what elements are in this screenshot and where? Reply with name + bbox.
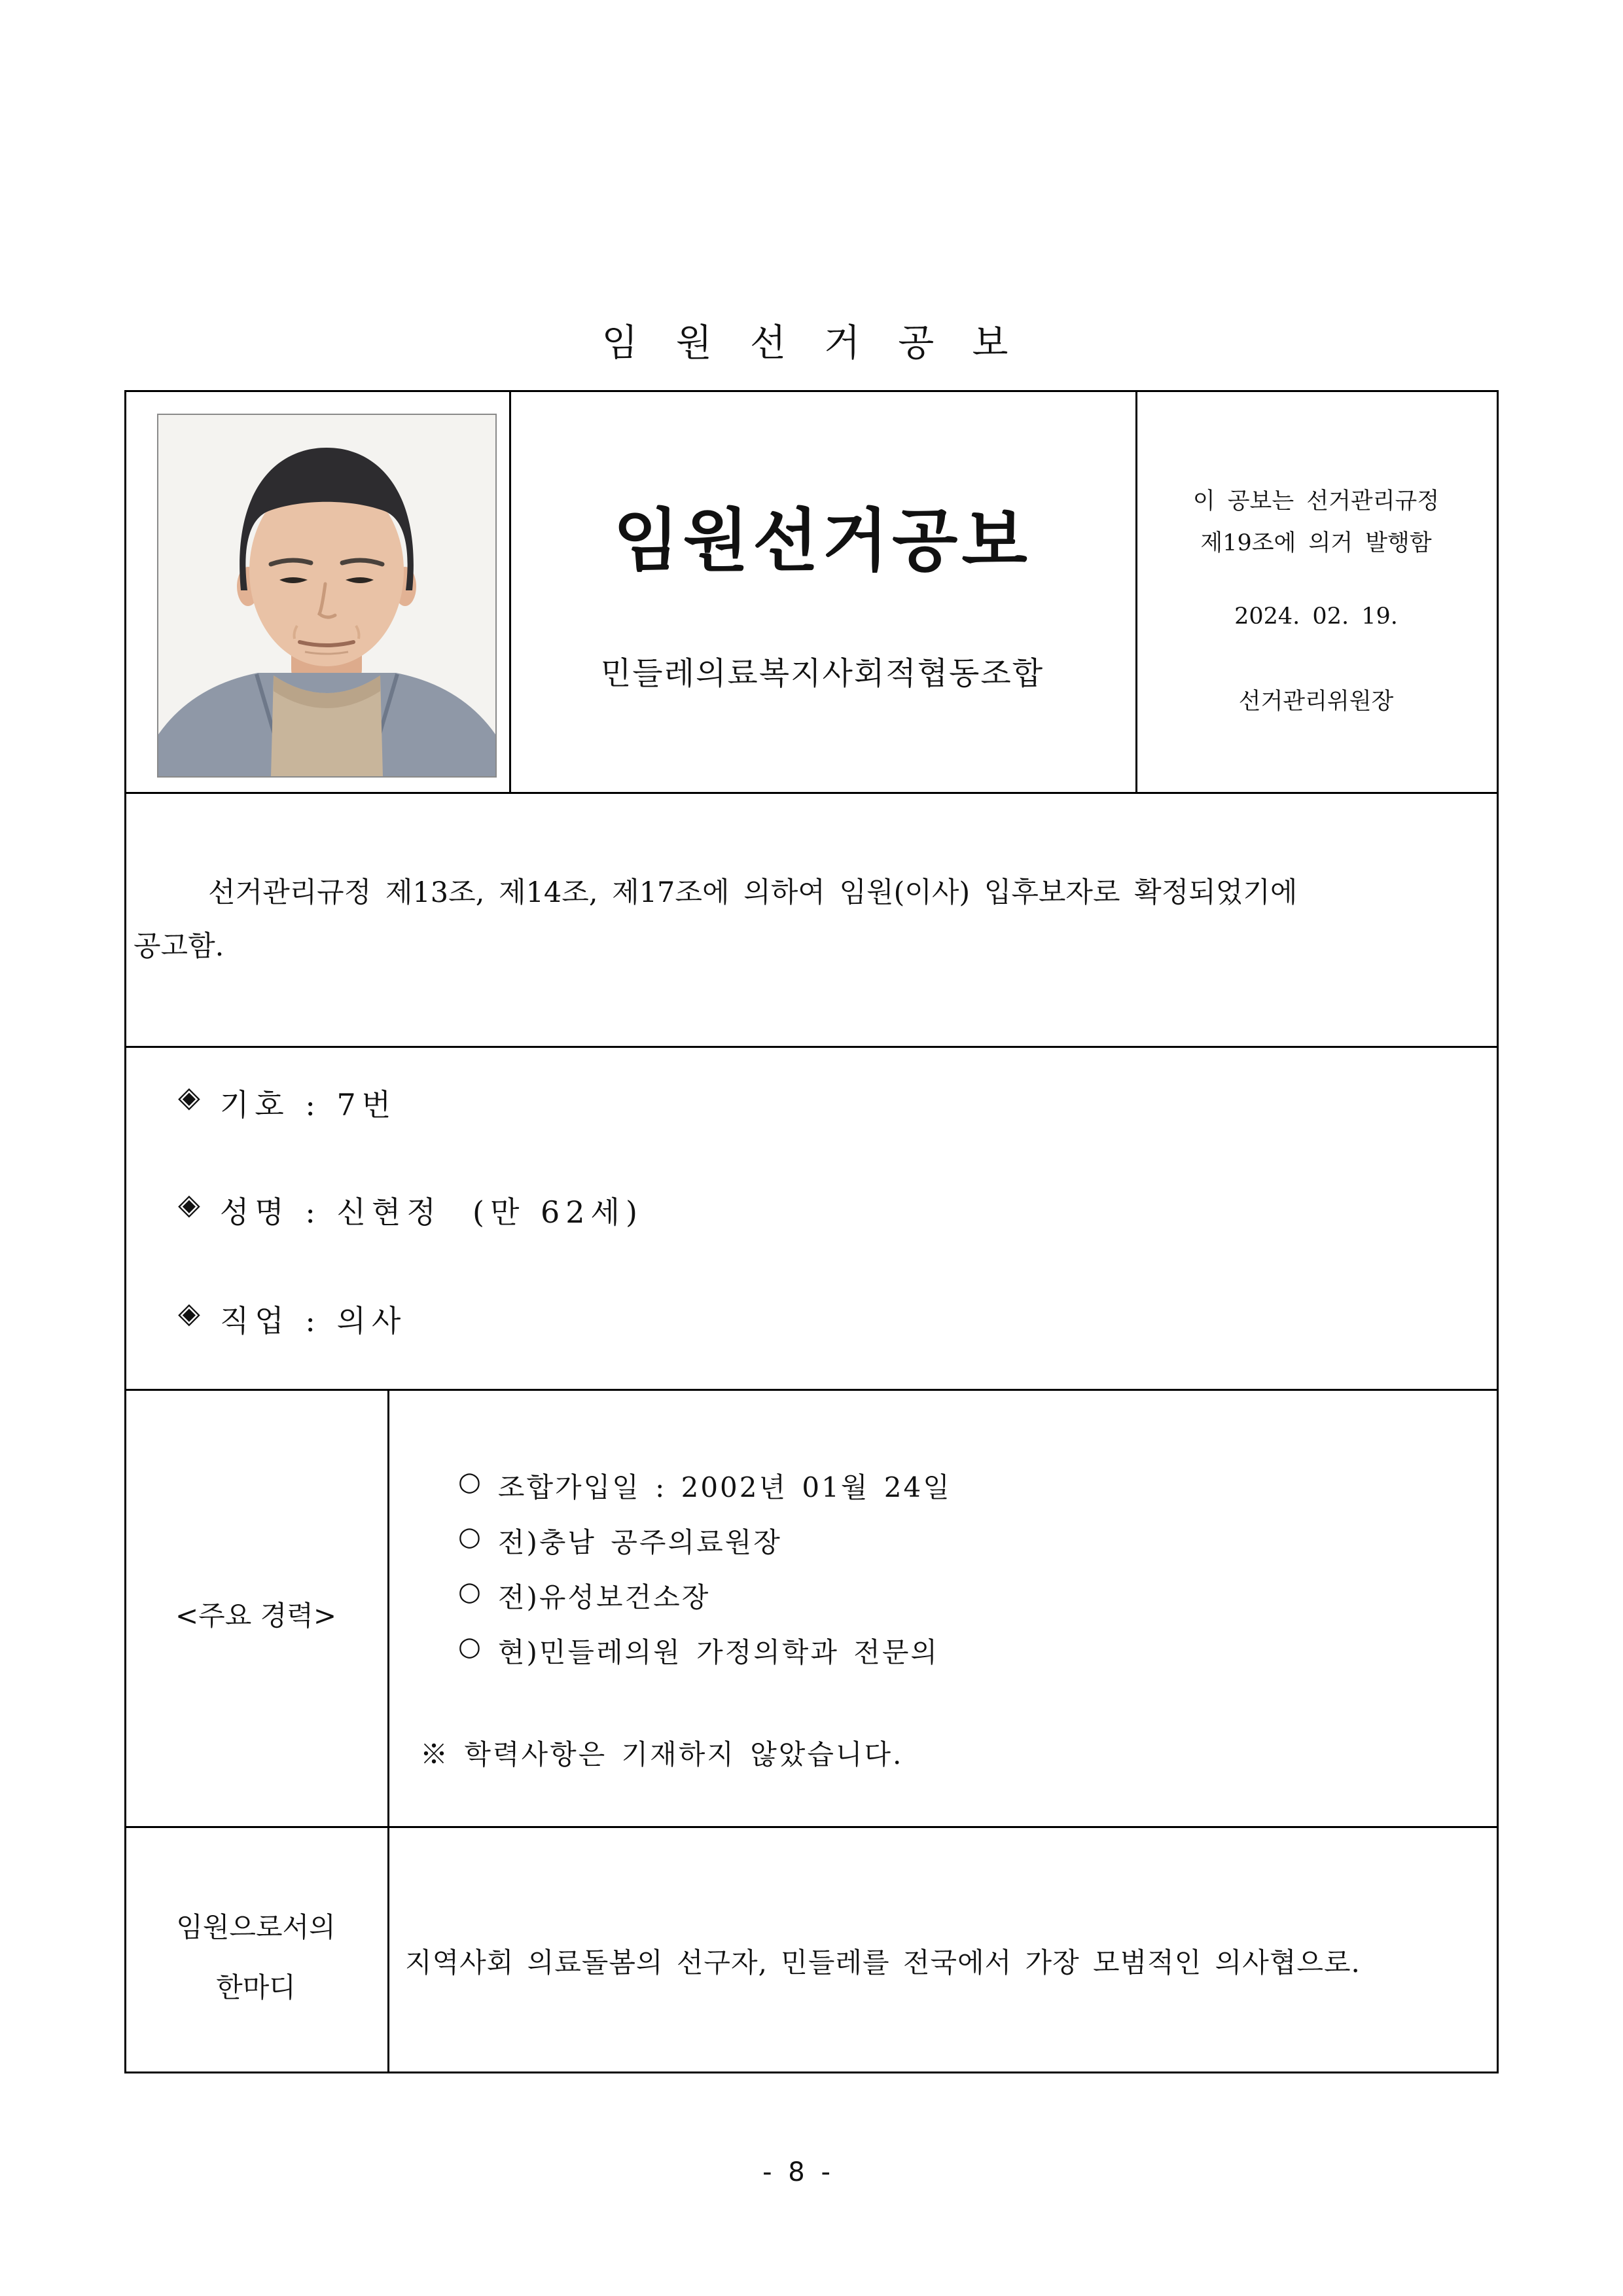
- header-col-divider-1: [509, 392, 511, 794]
- career-item: [458, 1631, 939, 1670]
- page-title: 임 원 선 거 공 보: [601, 321, 1022, 365]
- row-divider-2: [126, 1046, 1497, 1048]
- circle-bullet-icon: ○: [458, 1467, 481, 1497]
- candidate-photo: [157, 414, 497, 778]
- message-label-line2: 한마디: [216, 1971, 296, 2003]
- label-col-divider: [387, 1389, 389, 2072]
- message-label-line1: 임원으로서의: [176, 1911, 336, 1943]
- career-item: [458, 1466, 952, 1505]
- career-item-text: 현)민들레의원 가정의학과 전문의: [497, 1636, 940, 1668]
- issuer-title: 선거관리위원장: [1238, 689, 1394, 715]
- announcement-line2: 공고함.: [134, 930, 224, 963]
- issue-note-line1: 이 공보는 선거관리규정: [1192, 488, 1440, 514]
- candidate-job-row: [178, 1297, 406, 1340]
- circle-bullet-icon: ○: [458, 1632, 481, 1662]
- career-item-text: 조합가입일 : 2002년 01월 24일: [497, 1471, 952, 1503]
- candidate-message-text: 지역사회 의료돌봄의 선구자, 민들레를 전국에서 가장 모범적인 의사협으로.: [405, 1946, 1361, 1979]
- candidate-name-row: [178, 1189, 643, 1232]
- organization-name: 민들레의료복지사회적협동조합: [600, 655, 1044, 692]
- diamond-bullet-icon: ◈: [178, 1297, 200, 1330]
- row-divider-3: [126, 1389, 1497, 1391]
- career-item-text: 전)유성보건소장: [497, 1581, 711, 1613]
- page-number: - 8 -: [762, 2157, 834, 2187]
- career-item: [458, 1576, 710, 1615]
- career-item: [458, 1521, 782, 1560]
- career-section-label: <주요 경력>: [175, 1600, 337, 1632]
- candidate-number-row: [178, 1081, 397, 1124]
- candidate-name-text: 성명 : 신현정 (만 62세): [219, 1194, 643, 1230]
- diamond-bullet-icon: ◈: [178, 1188, 200, 1221]
- announcement-line1: 선거관리규정 제13조, 제14조, 제17조에 의하여 임원(이사) 입후보자로 확정되었기에: [208, 876, 1298, 909]
- row-divider-4: [126, 1826, 1497, 1828]
- row-divider-1: [126, 792, 1497, 794]
- issue-note-line2: 제19조에 의거 발행함: [1200, 530, 1432, 556]
- issue-date: 2024. 02. 19.: [1234, 603, 1398, 630]
- header-col-divider-2: [1135, 392, 1137, 794]
- circle-bullet-icon: ○: [458, 1577, 481, 1607]
- education-omitted-note: ※ 학력사항은 기재하지 않았습니다.: [420, 1738, 904, 1770]
- portrait-illustration: [158, 415, 495, 776]
- career-item-text: 전)충남 공주의료원장: [497, 1526, 782, 1558]
- candidate-job-text: 직업 : 의사: [219, 1303, 407, 1338]
- bulletin-title: 임원선거공보: [613, 500, 1031, 581]
- diamond-bullet-icon: ◈: [178, 1081, 200, 1114]
- candidate-number-text: 기호 : 7번: [219, 1087, 397, 1122]
- circle-bullet-icon: ○: [458, 1522, 481, 1552]
